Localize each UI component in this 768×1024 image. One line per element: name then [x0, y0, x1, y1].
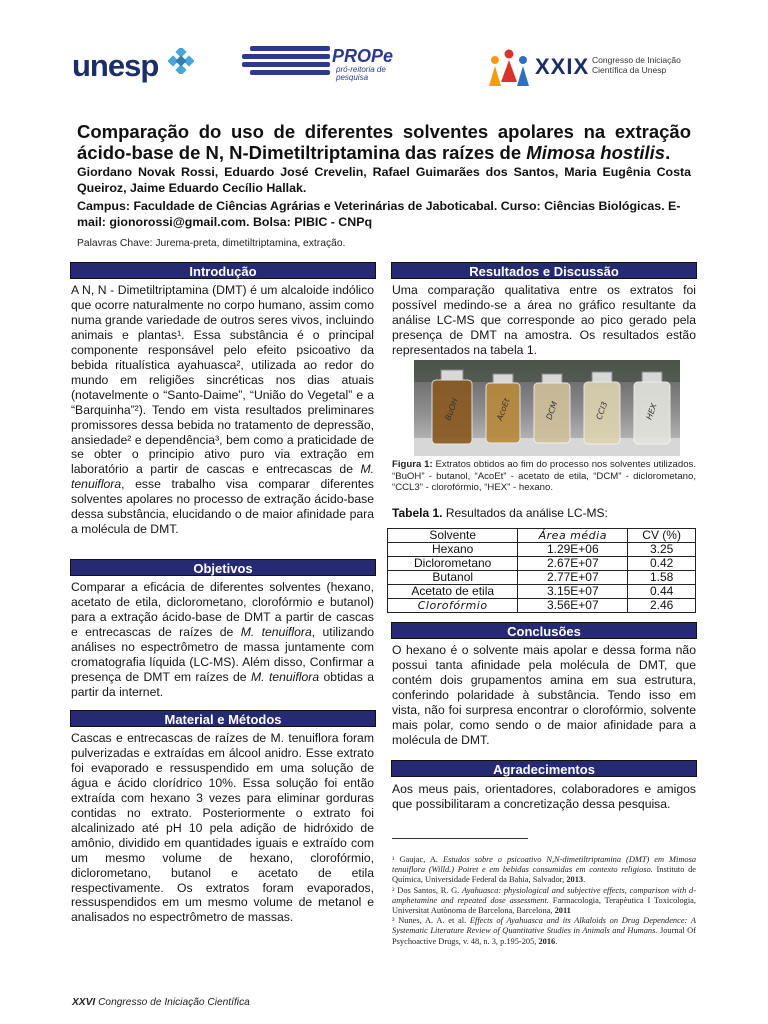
unesp-logo: [70, 44, 190, 84]
table-row: [388, 543, 696, 557]
page-footer: [72, 997, 250, 1008]
table-row: [388, 585, 696, 599]
campus-info: Campus: Faculdade de Ciências Agrárias e Veterinárias de Jaboticabal. Curso: Ciências Biológicas. E-mail: gionorossi@gmail.com. Bolsa: PIBIC - CNPq: [77, 199, 681, 229]
footnote-2-year: 2011: [554, 906, 571, 916]
table-caption-text: Resultados da análise LC-MS:: [445, 506, 608, 520]
intro-text-part1: A N, N - Dimetiltriptamina (DMT) é um alcaloide indólico que ocorre naturalmente no corpo humano, assim como numa grande variedade de outros seres vivos, incluindo animais e plantas¹. Essa substância é o principal componente responsável pelo efeito psicoativo da bebida ritualística ayahuasca², utilizada ao redor do mundo em religiões sincréticas nos dias atuais (notavelmente o “Santo-Daime”, “União do Vegetal” e a “Barquinha”²). Tendo em vista resultados preliminares promissores dessa bebida no tratamento de depressão, ansiedade² e dependência³, bem como a praticidade de se obter o principio ativo puro via extração em laboratório a partir de cascas e entrecascas de: [71, 283, 374, 477]
section-header-resultados: Resultados e Discussão: [391, 262, 697, 279]
figure-label: Figura 1:: [392, 459, 433, 470]
vial-label: CCl3: [594, 400, 610, 421]
vial-label: HEX: [644, 402, 659, 421]
table-cell: Butanol: [388, 571, 518, 585]
prope-subtitle: pró-reitoria de pesquisa: [336, 65, 386, 82]
conclusoes-text: O hexano é o solvente mais apolar e dessa forma não possui tanta afinidade pela molécula de DMT, que contém dois grupamentos amina em sua estrutura, conferindo polaridade à substância. Tendo isso em vista, não foi surpresa encontrar o clorofórmio, solvente mais polar, como sendo o de maior afinidade para a molécula de DMT.: [392, 643, 696, 747]
footnote-2-source: Farmacologia, Terapèutica I Toxicologia, Universitat Autònoma de Barcelona, Barcelona,: [392, 895, 696, 916]
table-cell: 2.67E+07: [518, 557, 628, 571]
table-row: [388, 557, 696, 571]
footer-text: Congresso de Iniciação Científica: [98, 997, 250, 1008]
footnote-1-source: Instituto de Química, Universidade Federal da Bahia, Salvador,: [392, 865, 696, 885]
vial-label: AcoEt: [495, 397, 512, 422]
footer-number: XXVI: [72, 997, 96, 1008]
prope-logo: [240, 40, 410, 82]
table-cell: 3.15E+07: [518, 585, 628, 599]
table-header-row: [388, 529, 696, 543]
material-text: Cascas e entrecascas de raízes de M. tenuiflora foram pulverizadas e extraídas em álcool anidro. Esse extrato foi evaporado e ressuspendido em uma solução de água e ácido clorídrico 10%. Essa solução foi então extraída com hexano 3 vezes para eliminar gorduras contidas no extrato. Posteriormente o extrato foi alcalinizado até pH 10 pela adição de hidróxido de amônio, dividido em quantidades iguais e extraído com um mesmo volume de hexano, clorofórmio, diclorometano, butanol e acetato de etila respectivamente. Os extratos foram evaporados, ressuspendidos em um mesmo volume de metanol e analisados no espectrômetro de massas.: [71, 731, 374, 925]
objetivos-species-2: M. tenuiflora: [251, 669, 320, 684]
section-header-objetivos: Objetivos: [70, 559, 376, 576]
objetivos-text: [71, 580, 374, 700]
congress-caption: Congresso de Iniciação Científica da Unesp: [592, 55, 681, 75]
table-cell: Diclorometano: [388, 557, 518, 571]
table-header-cell: Área média: [518, 529, 628, 543]
footnote-3-title: Effects of Ayahuasca and its Alkaloids on Drug Dependence: A Systematic Literature Review of Quantitative Studies in Animals and Humans.: [392, 916, 697, 936]
author-list: Giordano Novak Rossi, Eduardo José Crevelin, Rafael Guimarães dos Santos, Maria Eugênia Costa Queiroz, Jaime Eduardo Cecílio Hallak.: [77, 165, 691, 195]
footnote-1-author: ¹ Gaujac, A.: [392, 855, 438, 864]
footnote-2-author: ² Dos Santos, R. G.: [392, 885, 460, 895]
table-cell: Clorofórmio: [388, 599, 518, 613]
section-header-introducao: Introdução: [70, 262, 376, 279]
footnote-divider: [392, 838, 528, 839]
table-header-cell: Solvente: [388, 529, 518, 543]
intro-text: [71, 283, 374, 537]
table-cell: 0.44: [628, 585, 696, 599]
title-end: .: [665, 142, 671, 163]
table-cell: Hexano: [388, 543, 518, 557]
intro-text-part2: , esse trabalho visa comparar diferentes solventes apolares no processo de extração ácido-base dessa substância, elucidando o de maior afinidade para a molécula de DMT.: [71, 477, 374, 537]
paper-title: [77, 121, 691, 163]
objetivos-part2: , utilizando análises no espectrômetro de massa juntamente com cromatografia líquida (LC-MS). Além disso, Confirmar a presença de DMT em raízes de: [71, 624, 375, 684]
objetivos-species: M. tenuiflora: [240, 624, 312, 639]
objetivos-part1: Comparar a eficácia de diferentes solventes (hexano, acetato de etila, diclorometano, clorofórmio e butanol) para a extração ácido-base de DMT a partir de cascas e entrecascas de raízes de: [71, 580, 374, 639]
vials-photo-image: [414, 360, 680, 456]
keywords: Palavras Chave: Jurema-preta, dimetiltriptamina, extração.: [77, 238, 346, 249]
title-main: Comparação do uso de diferentes solventes apolares na extração ácido-base de N, N-Dimetiltriptamina das raízes de: [77, 121, 691, 163]
vial-label: DCM: [544, 400, 560, 421]
figure-caption-text: Extratos obtidos ao fim do processo nos solventes utilizados. “BuOH” - butanol, “AcoEt” - acetato de etila, “DCM” - diclorometano, “CCL3” - clorofórmio, “HEX” - hexano.: [392, 459, 697, 493]
table-cell: Acetato de etila: [388, 585, 518, 599]
table-cell: 3.56E+07: [518, 599, 628, 613]
footnote-3-year: 2016: [538, 936, 556, 946]
footnote-3-source: Journal Of Psychoactive Drugs, v. 48, n. 3, p.195-205,: [392, 926, 696, 946]
prope-stripes-icon: [240, 44, 332, 78]
table-row: [388, 599, 696, 613]
congress-figures-icon: [485, 48, 533, 88]
table-cell: 3.25: [628, 543, 696, 557]
results-table: [387, 528, 696, 613]
unesp-emblem-icon: [168, 48, 194, 74]
section-header-agradecimentos: Agradecimentos: [391, 760, 697, 777]
footnote-1-title: Estudos sobre o psicoativo N,N-dimetiltriptamina (DMT) em Mimosa tenuiflora (Willd.) Poiret e em bebidas consumidas em contexto religioso.: [392, 855, 697, 875]
title-species: Mimosa hostilis: [526, 142, 666, 163]
figure-vials-photo: [414, 360, 680, 456]
table-cell: 1.58: [628, 571, 696, 585]
vial-label: BuOH: [443, 397, 460, 422]
agradecimentos-text: Aos meus pais, orientadores, colaboradores e amigos que possibilitaram a concretização dessa pesquisa.: [392, 782, 696, 811]
figure-caption: [392, 459, 696, 494]
objetivos-part3: obtidas a partir da internet.: [71, 669, 375, 699]
table-cell: 2.77E+07: [518, 571, 628, 585]
section-header-material: Material e Métodos: [70, 710, 376, 727]
unesp-wordmark: unesp: [72, 48, 159, 83]
footnote-3: ³ Nunes, A. A. et al. Effects of Ayahuasca and its Alkaloids on Drug Dependence: A Systematic Literature Review of Quantitative Studies in Animals and Humans. Journal Of Psychoactive Drugs, v. 48, n. 3, p.195-205, 2016.: [392, 916, 697, 946]
congress-number: XXIX: [535, 54, 590, 79]
intro-species: M. tenuiflora: [71, 462, 374, 492]
footnotes: [392, 855, 696, 947]
table-caption: [392, 506, 696, 520]
footnote-1: ¹ Gaujac, A. Estudos sobre o psicoativo N,N-dimetiltriptamina (DMT) em Mimosa tenuiflora (Willd.) Poiret e em bebidas consumidas em contexto religioso. Instituto de Química, Universidade Federal da Bahia, Salvador, 2013.: [392, 855, 697, 885]
resultados-text: Uma comparação qualitativa entre os extratos foi possível medindo-se a área no gráfico resultante da análise LC-MS que corresponde ao pico gerado pela presença de DMT na amostra. Os resultados estão representados na tabela 1.: [392, 283, 696, 357]
footnote-3-author: ³ Nunes, A. A. et al.: [392, 916, 467, 926]
table-header-cell: CV (%): [628, 529, 696, 543]
footnote-1-year: 2013: [566, 875, 584, 885]
table-cell: 0.42: [628, 557, 696, 571]
footnote-2: [392, 886, 696, 917]
footnote-2-title: Ayahuasca: physiological and subjective effects, comparison with d-amphetamine and repeated dose assessment.: [392, 885, 697, 905]
table-cell: 1.29E+06: [518, 543, 628, 557]
congress-logo: [485, 42, 685, 94]
table-cell: 2.46: [628, 599, 696, 613]
table-label: Tabela 1.: [392, 506, 443, 520]
section-header-conclusoes: Conclusões: [391, 622, 697, 639]
table-row: [388, 571, 696, 585]
prope-wordmark: PROPe: [332, 46, 394, 66]
